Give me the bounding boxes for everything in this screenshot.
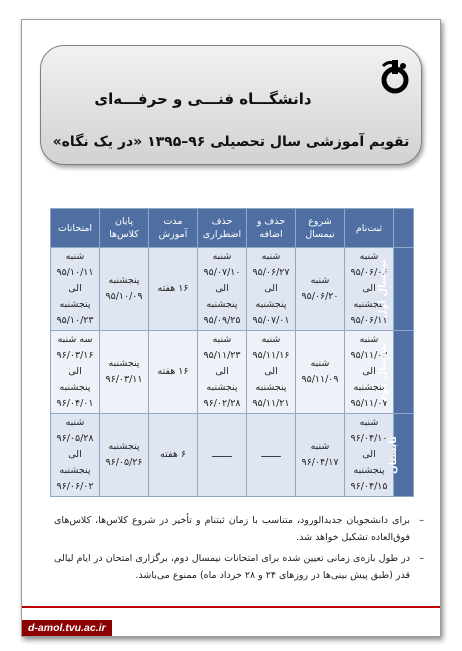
cell-line: پنجشنبه xyxy=(59,299,91,310)
semester-label xyxy=(377,331,414,414)
cell-line: پنجشنبه xyxy=(206,299,238,310)
cell-line: ۱۶ هفته xyxy=(157,366,189,377)
cell-line: ۹۵/۰۶/۰۶ xyxy=(350,267,388,278)
note-item xyxy=(54,512,424,546)
table-cell xyxy=(149,331,198,414)
column-header: شروع نیمسال xyxy=(296,209,345,248)
column-header: حذف و اضافه xyxy=(247,209,296,248)
cell-line: الی xyxy=(362,283,376,294)
cell-line: الی xyxy=(68,283,82,294)
cell-line: ۹۵/۱۱/۰۹ xyxy=(301,374,339,385)
table-header-row xyxy=(51,209,414,248)
cell-line: پنجشنبه xyxy=(353,465,385,476)
semester-label-text: نیمسال اول xyxy=(377,259,389,319)
table-cell xyxy=(51,414,100,497)
cell-line: ـــــــ xyxy=(212,449,232,460)
cell-line: شنبه xyxy=(212,334,232,345)
cell-line: الی xyxy=(362,366,376,377)
table-cell xyxy=(149,248,198,331)
cell-line: شنبه xyxy=(212,251,232,262)
cell-line: ۹۵/۰۶/۱۱ xyxy=(350,315,388,326)
table-row xyxy=(51,248,414,331)
cell-line: ۹۵/۰۶/۲۷ xyxy=(252,267,290,278)
cell-line: شنبه xyxy=(359,417,379,428)
cell-line: ۹۶/۰۶/۰۲ xyxy=(56,481,94,492)
cell-line: ۹۵/۰۷/۰۱ xyxy=(252,315,290,326)
cell-line: ۹۶/۰۴/۱۵ xyxy=(350,481,388,492)
column-header: ثبت‌نام xyxy=(345,209,394,248)
website-link[interactable]: d-amol.tvu.ac.ir xyxy=(22,620,112,636)
cell-line: ۹۵/۱۱/۰۷ xyxy=(350,398,388,409)
cell-line: پنجشنبه xyxy=(353,299,385,310)
table-cell xyxy=(296,414,345,497)
cell-line: ۹۵/۰۹/۲۵ xyxy=(203,315,241,326)
table-cell xyxy=(296,331,345,414)
university-logo-icon xyxy=(379,58,411,96)
cell-line: شنبه xyxy=(359,334,379,345)
cell-line: پنجشنبه xyxy=(255,299,287,310)
semester-label-text: تابستان xyxy=(388,436,400,474)
table-cell xyxy=(247,248,296,331)
column-header: پایان کلاس‌ها xyxy=(100,209,149,248)
cell-line: شنبه xyxy=(310,275,330,286)
corner-cell xyxy=(394,209,414,248)
dash-bullet-icon: – xyxy=(419,553,424,564)
table-cell xyxy=(198,248,247,331)
cell-line: پنجشنبه xyxy=(108,275,140,286)
cell-line: ۹۵/۱۱/۰۲ xyxy=(350,350,388,361)
cell-line: شنبه xyxy=(65,417,85,428)
cell-line: پنجشنبه xyxy=(108,441,140,452)
cell-line: ۹۵/۱۰/۲۳ xyxy=(56,315,94,326)
cell-line: الی xyxy=(264,366,278,377)
table-cell xyxy=(51,331,100,414)
cell-line: ۹۶/۰۲/۲۸ xyxy=(203,398,241,409)
note-item xyxy=(54,550,424,584)
cell-line: ۹۶/۰۵/۲۸ xyxy=(56,433,94,444)
cell-line: ۹۶/۰۳/۱۱ xyxy=(105,374,143,385)
note-text: برای دانشجویان جدیدالورود، متناسب با زمان ثبتنام و تأخیر در شروع کلاس‌ها، کلاس‌های فوق‌العاده تشکیل خواهد شد. xyxy=(54,515,410,543)
cell-line: ۹۵/۰۷/۱۰ xyxy=(203,267,241,278)
cell-line: شنبه xyxy=(310,441,330,452)
table-cell xyxy=(100,414,149,497)
cell-line: ۹۶/۰۴/۱۰ xyxy=(350,433,388,444)
cell-line: شنبه xyxy=(310,358,330,369)
table-cell xyxy=(296,248,345,331)
document-title: تقویم آموزشی سال تحصیلی ۹۶–۱۳۹۵ «در یک نگاه» xyxy=(52,134,410,150)
cell-line: ۹۶/۰۴/۱۷ xyxy=(301,457,339,468)
cell-line: سه شنبه xyxy=(57,334,93,345)
column-header: مدت آموزش xyxy=(149,209,198,248)
cell-line: ـــــــ xyxy=(261,449,281,460)
table-cell xyxy=(149,414,198,497)
cell-line: پنجشنبه xyxy=(353,382,385,393)
cell-line: ۹۵/۱۰/۱۱ xyxy=(56,267,94,278)
cell-line: ۹۵/۱۱/۲۳ xyxy=(203,350,241,361)
cell-line: شنبه xyxy=(359,251,379,262)
cell-line: الی xyxy=(215,283,229,294)
table-row xyxy=(51,331,414,414)
cell-line: ۹۶/۰۴/۰۱ xyxy=(56,398,94,409)
cell-line: الی xyxy=(68,366,82,377)
academic-calendar-table xyxy=(50,208,414,497)
cell-line: شنبه xyxy=(261,251,281,262)
column-header: حذف اضطراری xyxy=(198,209,247,248)
cell-line: الی xyxy=(68,449,82,460)
table-row xyxy=(51,414,414,497)
document-page xyxy=(21,19,441,637)
table-cell xyxy=(198,414,247,497)
table-cell xyxy=(247,331,296,414)
cell-line: الی xyxy=(362,449,376,460)
table-cell xyxy=(247,414,296,497)
column-header: امتحانات xyxy=(51,209,100,248)
table-cell xyxy=(51,248,100,331)
cell-line: پنجشنبه xyxy=(206,382,238,393)
cell-line: پنجشنبه xyxy=(255,382,287,393)
university-name: دانشگـــاه فنـــی و حرفـــه‌ای xyxy=(94,90,312,108)
cell-line: پنجشنبه xyxy=(59,382,91,393)
cell-line: ۶ هفته xyxy=(160,449,186,460)
notes-list xyxy=(54,512,424,588)
header-banner xyxy=(40,45,422,165)
cell-line: شنبه xyxy=(261,334,281,345)
cell-line: الی xyxy=(215,366,229,377)
cell-line: ۱۶ هفته xyxy=(157,283,189,294)
cell-line: پنجشنبه xyxy=(59,465,91,476)
table-cell xyxy=(100,248,149,331)
semester-label-text: نیمسال دوم xyxy=(377,342,389,402)
cell-line: پنجشنبه xyxy=(108,358,140,369)
cell-line: شنبه xyxy=(65,251,85,262)
table-cell xyxy=(100,331,149,414)
table-cell xyxy=(198,331,247,414)
cell-line: ۹۵/۱۱/۲۱ xyxy=(252,398,290,409)
footer-bar xyxy=(22,606,440,636)
cell-line: ۹۶/۰۳/۱۶ xyxy=(56,350,94,361)
semester-label xyxy=(377,248,414,331)
cell-line: ۹۵/۱۰/۰۹ xyxy=(105,291,143,302)
cell-line: ۹۵/۱۱/۱۶ xyxy=(252,350,290,361)
semester-label xyxy=(388,414,414,497)
cell-line: ۹۵/۰۶/۲۰ xyxy=(301,291,339,302)
dash-bullet-icon: – xyxy=(419,515,424,526)
note-text: در طول بازه‌ی زمانی تعیین شده برای امتحانات نیمسال دوم، برگزاری امتحان در ایام لیالی قدر (طبق پیش بینی‌ها در روزهای ۲۴ و ۲۸ خرداد ماه) ممنوع می‌باشد. xyxy=(54,553,410,581)
cell-line: ۹۶/۰۵/۲۶ xyxy=(105,457,143,468)
cell-line: الی xyxy=(264,283,278,294)
